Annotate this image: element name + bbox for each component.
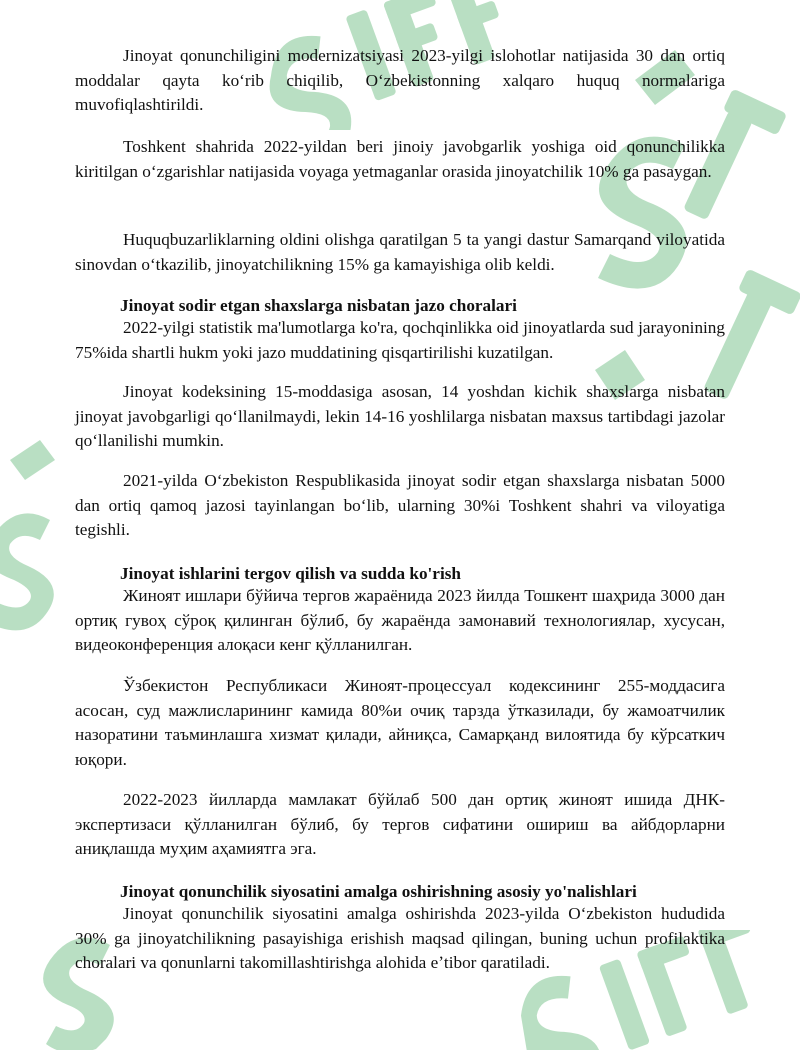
- paragraph-text: Жиноят ишлари бўйича тергов жараёнида 2023 йилда Тошкент шаҳрида 3000 дан ортиқ гувоҳ сўроқ қилинган бўлиб, бу жараёнда замонавий технологиялар, хусусан, видеоконференция алоқаси кенг қўлланилган.: [75, 586, 725, 654]
- paragraph-text: Ўзбекистон Республикаси Жиноят-процессуал кодексининг 255-моддасига асосан, суд мажлисларининг камида 80%и очиқ тарзда ўтказилади, бу жамоатчилик назоратини таъминлашга хизмат қилади, айниқса, Самарқанд вилоятида бу кўрсаткич юқори.: [75, 676, 725, 769]
- paragraph: [75, 902, 725, 976]
- paragraph-text: Jinoyat qonunchilik siyosatini amalga oshirishda 2023-yilda Oʻzbekiston hududida 30% ga jinoyatchilikning pasayishiga erishish maqsad qilingan, buning uchun profilaktika choralari va qonunlarni takomillashtirishga alohida eʼtibor qaratiladi.: [75, 904, 725, 972]
- paragraph: [75, 44, 725, 118]
- paragraph-text: 2022-yilgi statistik ma'lumotlarga ko'ra, qochqinlikka oid jinoyatlarda sud jarayonining 75%ida shartli hukm yoki jazo muddatining qisqartirilishi kuzatilgan.: [75, 318, 725, 362]
- section-heading: Jinoyat ishlarini tergov qilish va sudda ko'rish: [120, 564, 461, 583]
- paragraph-text: 2022-2023 йилларда мамлакат бўйлаб 500 дан ортиқ жиноят ишида ДНК-экспертизаси қўлланилган бўлиб, бу тергов сифатини ошириш ва айбдорларни аниқлашда муҳим аҳамиятга эга.: [75, 790, 725, 858]
- paragraph-text: 2021-yilda Oʻzbekiston Respublikasida jinoyat sodir etgan shaxslarga nisbatan 5000 dan ortiq qamoq jazosi tayinlangan boʻlib, ularning 30%i Toshkent shahri va viloyatiga tegishli.: [75, 471, 725, 539]
- paragraph: [75, 584, 725, 658]
- paragraph: [75, 674, 725, 772]
- paragraph: [75, 316, 725, 365]
- paragraph-text: Toshkent shahrida 2022-yildan beri jinoiy javobgarlik yoshiga oid qonunchilikka kiritilgan oʻzgarishlar natijasida voyaga yetmaganlar orasida jinoyatchilik 10% ga pasaygan.: [75, 137, 725, 181]
- paragraph-text: Jinoyat kodeksining 15-moddasiga asosan, 14 yoshdan kichik shaxslarga nisbatan jinoyat javobgarligi qoʻllanilmaydi, lekin 14-16 yoshlilarga nisbatan maxsus tartibdagi jazolar qoʻllanilishi mumkin.: [75, 382, 725, 450]
- section-heading: Jinoyat sodir etgan shaxslarga nisbatan jazo choralari: [120, 296, 517, 315]
- paragraph: [75, 228, 725, 277]
- paragraph: [75, 788, 725, 862]
- paragraph-text: Jinoyat qonunchiligini modernizatsiyasi 2023-yilgi islohotlar natijasida 30 dan ortiq moddalar qayta koʻrib chiqilib, Oʻzbekistonning xalqaro huquq normalariga muvofiqlashtirildi.: [75, 46, 725, 114]
- paragraph-text: Huquqbuzarliklarning oldini olishga qaratilgan 5 ta yangi dastur Samarqand viloyatida sinovdan oʻtkazilib, jinoyatchilikning 15% ga kamayishiga olib keldi.: [75, 230, 725, 274]
- paragraph: [75, 380, 725, 454]
- section-heading: Jinoyat qonunchilik siyosatini amalga oshirishning asosiy yo'nalishlari: [120, 882, 637, 901]
- paragraph: [75, 135, 725, 184]
- paragraph: [75, 469, 725, 543]
